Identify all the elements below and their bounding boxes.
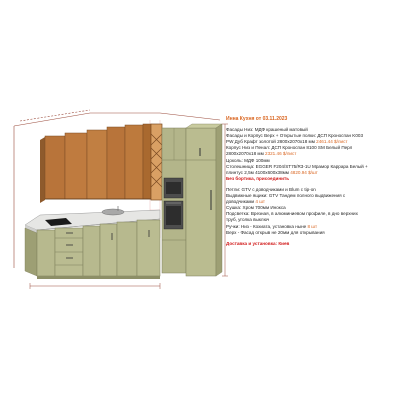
- drawers-count: 4 шт: [255, 199, 266, 205]
- page-title: Инна Кухня от 03.11.2023: [226, 116, 288, 122]
- spec-hinges: Петли: GTV с доводчиками и Blum с tip-on: [226, 186, 316, 192]
- spec-drawers-count: доводчиками 4 шт: [226, 199, 266, 205]
- spec-drawers: Выдвижные ящики: GTV Тандем полного выдвижения с: [226, 193, 346, 199]
- specification-panel: [226, 116, 398, 247]
- upper-cabinet-4: [107, 127, 125, 199]
- tall-unit: [162, 128, 186, 273]
- spec-handles-top: Верх - Фасад открыв не 20мм для открывания: [226, 229, 325, 235]
- spec-facades-top: Фасады и Корпус Верх + Открытые полки: ДСП Кроноспан K003: [226, 133, 364, 139]
- spec-body-size: 2800х2070х18 мм 2321.46 $/лист: [226, 151, 297, 157]
- upper-cabinet-5: [125, 125, 143, 199]
- microwave-icon: [164, 178, 183, 198]
- lower-cabinet-3: [100, 224, 117, 276]
- spec-handles: Ручки: Низ - Кохиата, установка ныне 8 шт: [226, 223, 318, 229]
- spec-delivery: Доставка и установка: Киев: [226, 240, 290, 246]
- spec-plinth: Цоколь: МДФ 100мм: [226, 157, 270, 163]
- spec-lighting: Подсветка: Врезная, в алюминиевом профиле, в дно верхних: [226, 211, 358, 217]
- spec-note: Без бортика, присоединить: [226, 175, 290, 181]
- lower-cabinet-5: [137, 220, 160, 276]
- handles-count: 8 шт: [307, 223, 318, 229]
- lower-cabinet-4: [117, 222, 137, 276]
- spec-facades-bottom: Фасады Низ: МДФ крашеный матовый: [226, 127, 308, 133]
- spec-body-bottom: Корпус Низ и Пенал: ДСП Кроноспан 8100 SM Белый Перл: [226, 145, 353, 151]
- price-top-sheet: 2461.44 $/лист: [316, 139, 348, 145]
- spec-lighting-2: труб, уголка выключ: [226, 217, 270, 223]
- upper-cabinets: [40, 124, 151, 203]
- spec-countertop: Столешница: EGGER F204/ST75/R3-1U Мрамор Каррара Белый +: [226, 163, 368, 169]
- spec-top-material: PW Дуб Крафт золотой 2800х2070х18 мм 2461.44 $/лист: [226, 139, 348, 145]
- wine-rack-icon: [151, 124, 162, 200]
- spec-dryer: Сушка: Хром 700мм Инокса: [226, 205, 286, 211]
- price-body-sheet: 2321.46 $/лист: [265, 151, 297, 157]
- price-countertop: 4820.94 $/шт: [290, 169, 318, 175]
- upper-cabinet-3: [87, 130, 107, 199]
- fridge-icon: [186, 124, 222, 276]
- lower-cabinet-2: [83, 226, 100, 276]
- oven-icon: [164, 201, 183, 229]
- sink-icon: [102, 206, 124, 215]
- spec-countertop-size: плинтус 2,5м 4100х600х38мм 4820.94 $/шт: [226, 169, 318, 175]
- upper-cabinet-1: [45, 136, 65, 199]
- lower-cabinet-1: [37, 230, 55, 276]
- upper-cabinet-2: [65, 133, 87, 199]
